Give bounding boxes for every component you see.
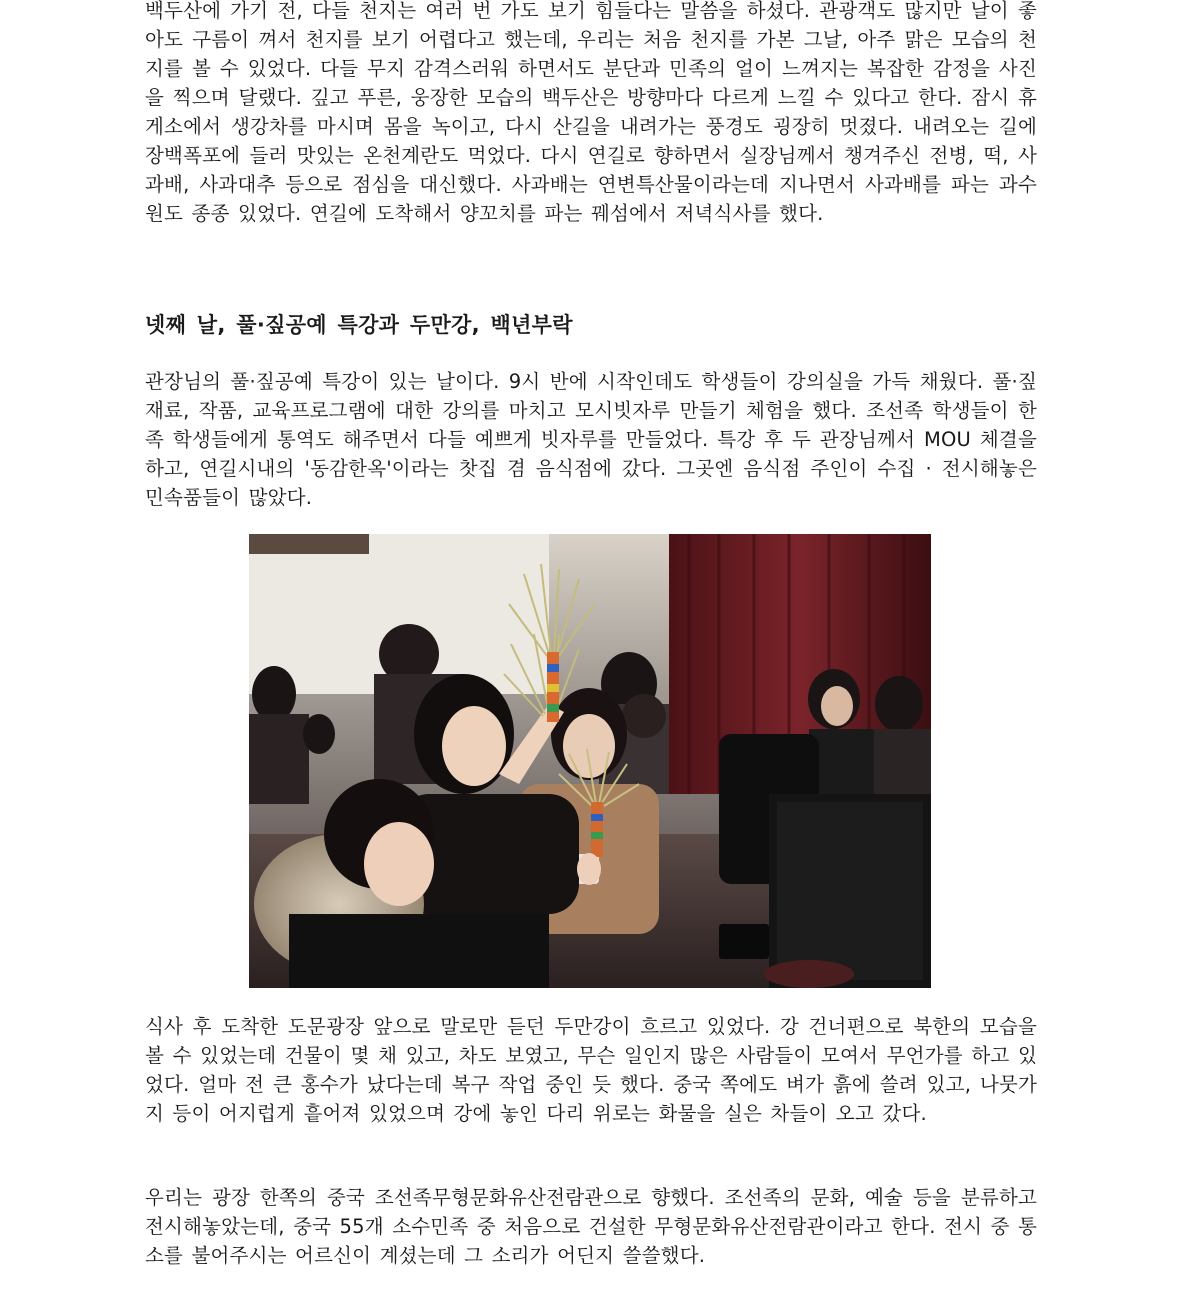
paragraph-heritage-hall: 우리는 광장 한쪽의 중국 조선족무형문화유산전람관으로 향했다. 조선족의 문화, 예술 등을 분류하고 전시해놓았는데, 중국 55개 소수민족 중 처음으로 건설한 무형문화유산전람관이라고 한다. 전시 중 통소를 불어주시는 어르신이 계셨는데 그 소리가 어딘지 쓸쓸했다. <box>145 1186 1037 1267</box>
paragraph-tumen-river: 식사 후 도착한 도문광장 앞으로 말로만 듣던 두만강이 흐르고 있었다. 강 건너편으로 북한의 모습을 볼 수 있었는데 건물이 몇 채 있고, 차도 보였고, 무슨 일인지 많은 사람들이 모여서 무언가를 하고 있었다. 얼마 전 큰 홍수가 났다는데 복구 작업 중인 듯 했다. 중국 쪽에도 벼가 흙에 쓸려 있고, 나뭇가지 등이 어지럽게 흩어져 있었으며 강에 놓인 다리 위로는 화물을 실은 차들이 오고 갔다. <box>145 1015 1037 1125</box>
paragraph-baekdu-mountain: 백두산에 가기 전, 다들 천지는 여러 번 가도 보기 힘들다는 말씀을 하셨다. 관광객도 많지만 날이 좋아도 구름이 껴서 천지를 보기 어렵다고 했는데, 우리는 처음 천지를 가본 그날, 아주 맑은 모습의 천지를 볼 수 있었다. 다들 무지 감격스러워 하면서도 분단과 민족의 얼이 느껴지는 복잡한 감정을 사진을 찍으며 달랬다. 깊고 푸른, 웅장한 모습의 백두산은 방향마다 다르게 느낄 수 있다고 한다. 잠시 휴게소에서 생강차를 마시며 몸을 녹이고, 다시 산길을 내려가는 풍경도 굉장히 멋졌다. 내려오는 길에 장백폭포에 들러 맛있는 온천계란도 먹었다. 다시 연길로 향하면서 실장님께서 챙겨주신 전병, 떡, 사과배, 사과대추 등으로 점심을 대신했다. 사과배는 연변특산물이라는데 지나면서 사과배를 파는 과수원도 종종 있었다. 연길에 도착해서 양꼬치를 파는 꿰섬에서 저녁식사를 했다. <box>145 0 1037 225</box>
section-heading-day-four: 넷째 날, 풀·짚공예 특강과 두만강, 백년부락 <box>145 313 573 337</box>
student-black-coat <box>289 914 549 988</box>
student-face <box>364 822 434 906</box>
photo-students-holding-grass-brooms <box>249 534 931 988</box>
student-face <box>442 706 506 786</box>
paragraph-craft-lecture: 관장님의 풀·짚공예 특강이 있는 날이다. 9시 반에 시작인데도 학생들이 강의실을 가득 채웠다. 풀·짚 재료, 작품, 교육프로그램에 대한 강의를 마치고 모시빗자루 만들기 체험을 했다. 조선족 학생들이 한족 학생들에게 통역도 해주면서 다들 예쁘게 빗자루를 만들었다. 특강 후 두 관장님께서 MOU 체결을 하고, 연길시내의 '동감한옥'이라는 찻집 겸 음식점에 갔다. 그곳엔 음식점 주인이 수집 · 전시해놓은 민속품들이 많았다. <box>145 370 1037 509</box>
